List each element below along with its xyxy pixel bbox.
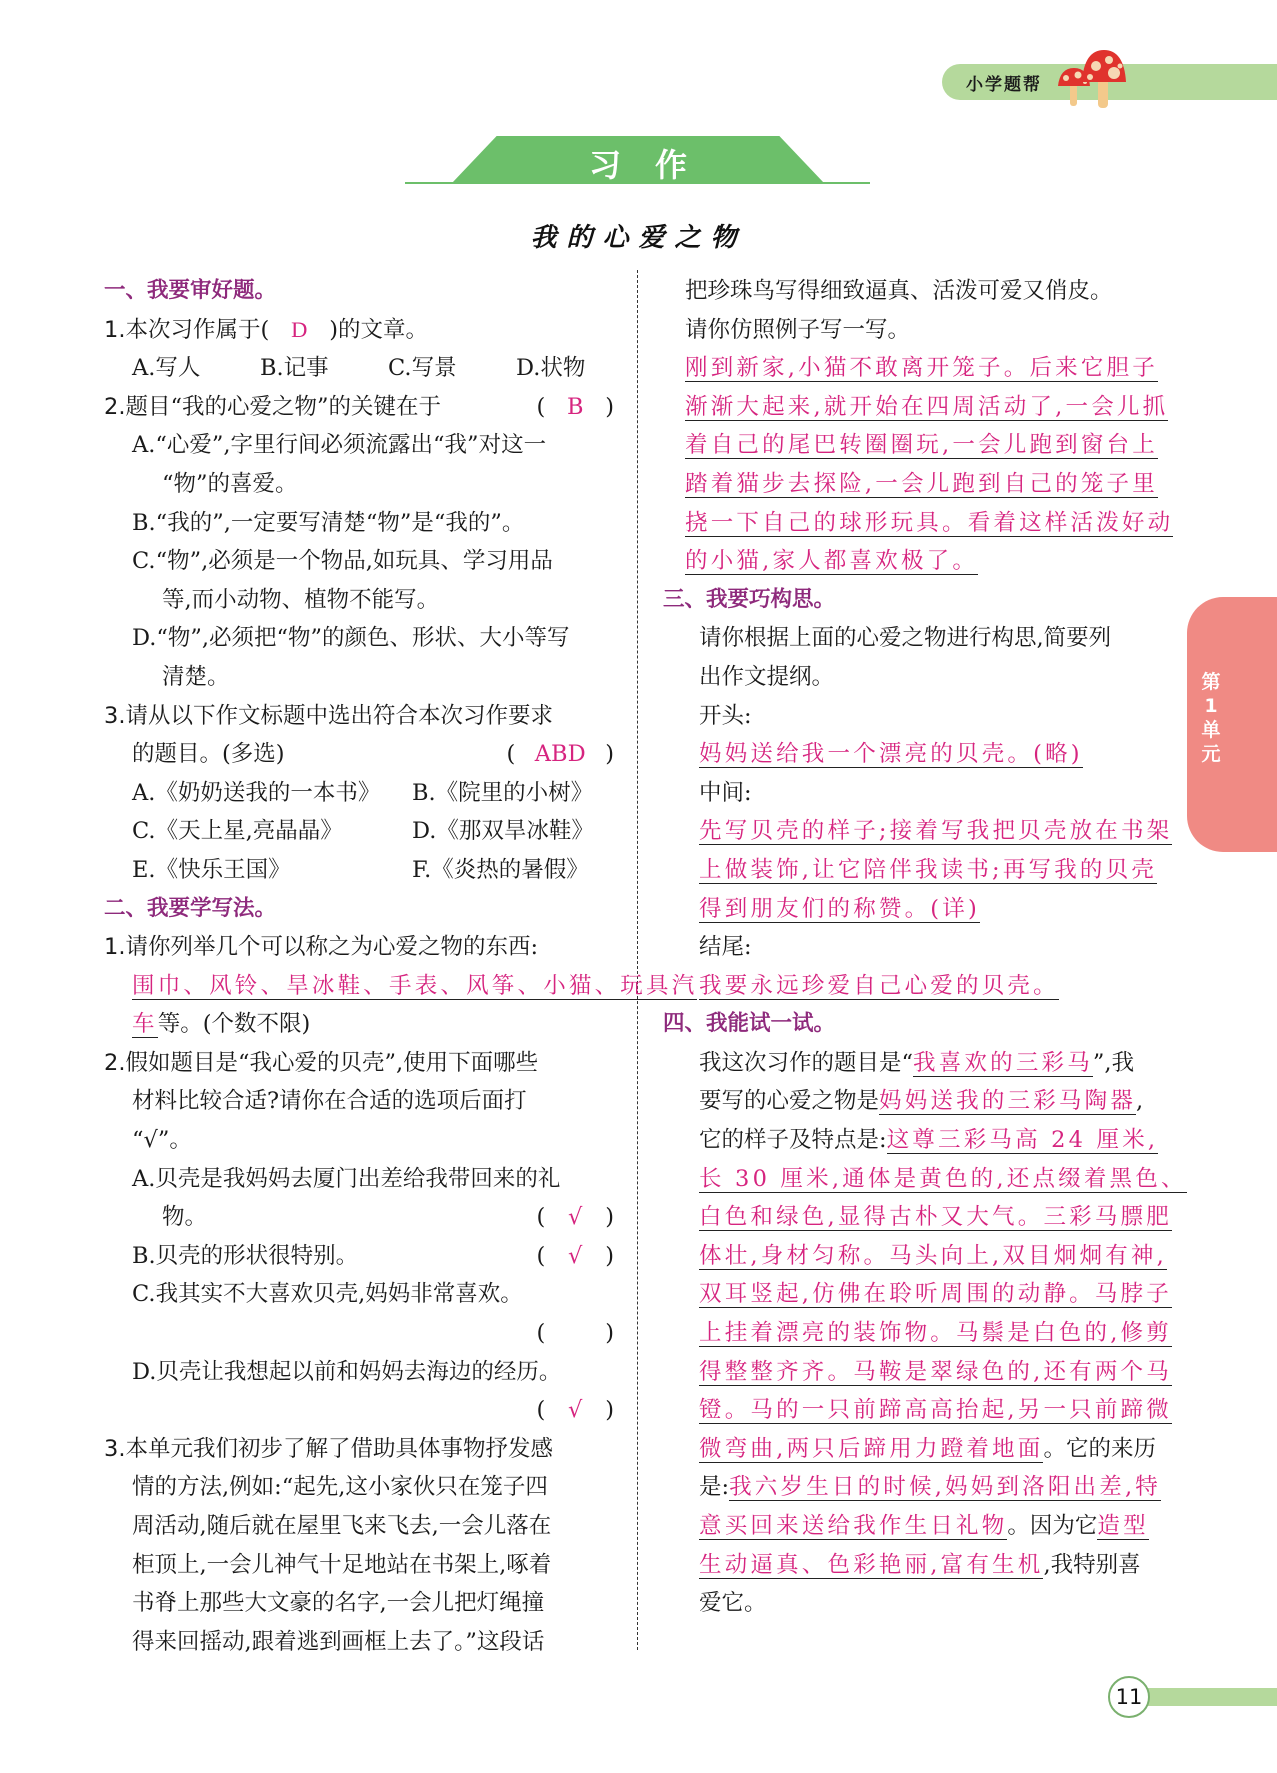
origin-answer: 我六岁生日的时候,妈妈到洛阳出差,特 bbox=[729, 1474, 1161, 1501]
mushroom-icon bbox=[1054, 46, 1140, 110]
q2-answer: B bbox=[566, 393, 584, 420]
appearance-answer: 这尊三彩马高 24 厘米, bbox=[886, 1127, 1159, 1154]
q2-option-d: D.“物”,必须把“物”的颜色、形状、大小等写 bbox=[132, 625, 570, 652]
q1-options: A.写人 B.记事 C.写景 D.状物 bbox=[132, 355, 586, 382]
section-2-title: 二、我要学写法。 bbox=[104, 895, 277, 921]
q5-d-check: √ bbox=[568, 1397, 583, 1424]
q5: 2.假如题目是“我心爱的贝壳”,使用下面哪些 bbox=[104, 1049, 539, 1076]
essay-title-answer: 我喜欢的三彩马 bbox=[913, 1049, 1093, 1076]
cat-answer: 刚到新家,小猫不敢离开笼子。后来它胆子 bbox=[685, 355, 1158, 382]
q5-b-check: √ bbox=[568, 1242, 583, 1269]
page-subtitle: 我的心爱之物 bbox=[530, 223, 747, 253]
q6: 3.本单元我们初步了解了借助具体事物抒发感 bbox=[104, 1435, 553, 1462]
q1: 1.本次习作属于( D )的文章。 bbox=[104, 311, 614, 350]
q3-answer: ABD bbox=[534, 741, 586, 768]
q4-answer: 围巾、风铃、旱冰鞋、手表、风筝、小猫、玩具汽 bbox=[132, 972, 698, 999]
brand-label: 小学题帮 bbox=[966, 75, 1042, 95]
q5-option-b: B.贝壳的形状很特别。 bbox=[132, 1242, 359, 1269]
column-divider bbox=[637, 270, 638, 1650]
reason-answer: 造型 bbox=[1097, 1513, 1149, 1539]
q4: 1.请你列举几个可以称之为心爱之物的东西: bbox=[104, 934, 539, 961]
outline-middle-answer: 先写贝壳的样子;接着写我把贝壳放在书架 bbox=[699, 818, 1173, 845]
page-number: 11 bbox=[1108, 1676, 1150, 1718]
outline-end-answer: 我要永远珍爱自己心爱的贝壳。 bbox=[699, 972, 1059, 999]
outline-end-label: 结尾: bbox=[699, 934, 752, 961]
footer-bar bbox=[1148, 1688, 1277, 1706]
q5-option-c: C.我其实不大喜欢贝壳,妈妈非常喜欢。 bbox=[132, 1281, 523, 1308]
outline-start-answer: 妈妈送给我一个漂亮的贝壳。(略) bbox=[699, 741, 1083, 768]
section-1-title: 一、我要审好题。 bbox=[104, 278, 277, 303]
q2: 2.题目“我的心爱之物”的关键在于 ( B ) bbox=[104, 388, 614, 427]
right-column: 把珍珠鸟写得细致逼真、活泼可爱又俏皮。 请你仿照例子写一写。 刚到新家,小猫不敢离开笼子。后来它胆子 渐渐大起来,就开始在四周活动了,一会儿抓 着自己的尾巴转圈圈玩,一会儿跑到窗台上 踏着猫步去探险,一会儿跑到自己的笼子里 挠一下自己的球形玩具。看着这样活泼好动 的小猫,家人都喜欢极了。 三、我要巧构思。 请你根据上面的心爱之物进行构思,简要列 出作文提纲。 开头: 妈妈送给我一个漂亮的贝壳。(略) 中间: 先写贝壳的样子;接着写我把贝壳放在书架 上做装饰,让它陪伴我读书;再写我的贝壳 得到朋友们的称赞。(详) 结尾: 我要永远珍爱自己心爱的贝壳。 四、我能试一试。 我这次习作的题目是“我喜欢的三彩马”,我 要写的心爱之物是妈妈送我的三彩马陶器, 它的样子及特点是:这尊三彩马高 24 厘米, 长 30 厘米,通体是黄色的,还点缀着黑色、 白色和绿色,显得古朴又大气。三彩马膘肥 体壮,身材匀称。马头向上,双目炯炯有神, 双耳竖起,仿佛在聆听周围的动静。马脖子 上挂着漂亮的装饰物。马鬃是白色的,修剪 得整整齐齐。马鞍是翠绿色的,还有两个马 镫。马的一只前蹄高高抬起,另一只前蹄微 微弯曲,两只后蹄用力蹬着地面。它的来历 是:我六岁生日的时候,妈妈到洛阳出差,特 意买回来送给我作生日礼物。因为它造型 生动逼真、色彩艳丽,富有生机,我特别喜 爱它。 bbox=[663, 278, 1187, 1617]
q3: 3.请从以下作文标题中选出符合本次习作要求 bbox=[104, 702, 553, 729]
outline-start-label: 开头: bbox=[699, 702, 752, 729]
q5-a-check: √ bbox=[568, 1204, 583, 1231]
left-column: 一、我要审好题。 1.本次习作属于( D )的文章。 A.写人 B.记事 C.写景 D.状物 2.题目“我的心爱之物”的关键在于 ( B ) A.“心爱”,字里行间必须流露出“我”对这一 “物”的喜爱。 B.“我的”,一定要写清楚“物”是“我的”。 C.“物”,必须是一个物品,如玩具、学习用品 等,而小动物、植物不能写。 D.“物”,必须把“物”的颜色、形状、大小等写 清楚。 3.请从以下作文标题中选出符合本次习作要求 的题目。(多选) ( ABD ) A.《奶奶送我的一本书》 B.《院里的小树》 C.《天上星,亮晶晶》 D.《那双旱冰鞋》 E.《快乐王国》 F.《炎热的暑假》 二、我要学写法。 1.请你列举几个可以称之为心爱之物的东西: 围巾、风铃、旱冰鞋、手表、风筝、小猫、玩具汽 车等。(个数不限) 2.假如题目是“我心爱的贝壳”,使用下面哪些 材料比较合适?请你在合适的选项后面打 “√”。 A.贝壳是我妈妈去厦门出差给我带回来的礼 物。 ( √ ) B.贝壳的形状很特别。 ( √ ) C.我其实不大喜欢贝壳,妈妈非常喜欢。 ( ) D.贝壳让我想起以前和妈妈去海边的经历。 ( √ ) 3.本单元我们初步了解了借助具体事物抒发感 情的方法,例如:“起先,这小家伙只在笼子四 周活动,随后就在屋里飞来飞去,一会儿落在 柜顶上,一会儿神气十足地站在书架上,啄着 书脊上那些大文豪的名字,一会儿把灯绳撞 得来回摇动,跟着逃到画框上去了。”这段话 bbox=[104, 272, 614, 1661]
unit-tab-label: 第 1 单 元 bbox=[1201, 671, 1221, 765]
q2-option-a: A.“心爱”,字里行间必须流露出“我”对这一 bbox=[132, 432, 547, 459]
outline-middle-label: 中间: bbox=[699, 779, 752, 806]
section-4-title: 四、我能试一试。 bbox=[663, 1011, 836, 1037]
q2-option-c: C.“物”,必须是一个物品,如玩具、学习用品 bbox=[132, 548, 553, 575]
banner-title: 习作 bbox=[588, 146, 721, 184]
q5-option-d: D.贝壳让我想起以前和妈妈去海边的经历。 bbox=[132, 1358, 562, 1385]
beloved-object-answer: 妈妈送我的三彩马陶器 bbox=[879, 1088, 1137, 1115]
q5-option-a: A.贝壳是我妈妈去厦门出差给我带回来的礼 bbox=[132, 1165, 561, 1192]
section-3-title: 三、我要巧构思。 bbox=[663, 586, 836, 612]
q2-option-b: B.“我的”,一定要写清楚“物”是“我的”。 bbox=[132, 509, 525, 536]
q1-answer: D bbox=[291, 316, 308, 342]
